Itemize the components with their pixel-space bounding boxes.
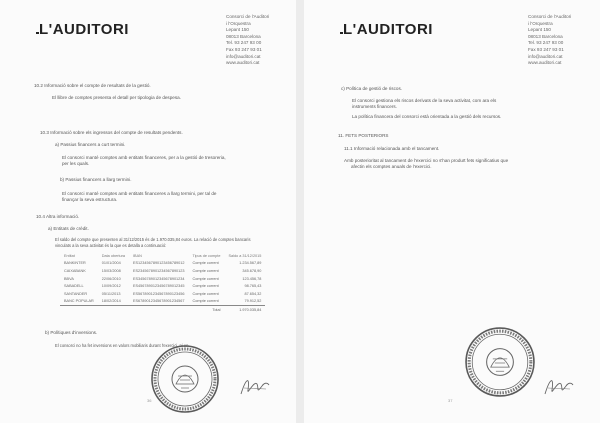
table-total-row bbox=[60, 306, 265, 314]
paragraph-line: El consorci manté comptes amb entitats financeres, per a la gestió de tresoreria, bbox=[62, 155, 226, 160]
table-cell: ES3456789012345678901234 bbox=[132, 276, 185, 281]
table-cell: 98.765,43 bbox=[244, 284, 262, 289]
address-line: info@auditori.cat bbox=[528, 53, 563, 59]
paragraph-line: La política financera del consorci està orientada a la gestió dels recursos. bbox=[352, 114, 502, 119]
table-row bbox=[60, 267, 265, 275]
table-cell: 87.654,32 bbox=[244, 291, 262, 296]
table-cell: Compte corrent bbox=[192, 276, 219, 281]
page-number: 36 bbox=[147, 398, 152, 403]
column-header: Data obertura bbox=[101, 253, 125, 258]
page-gutter bbox=[296, 0, 304, 423]
paragraph-line: El consorci no ha fet inversions en valors mobiliaris durant l'exercici, ni en bbox=[55, 343, 189, 348]
table-row bbox=[60, 282, 265, 290]
address-line: i l'Orquestra bbox=[226, 20, 251, 26]
table-cell: Compte corrent bbox=[192, 299, 219, 304]
table-cell: 345.678,90 bbox=[242, 268, 262, 273]
subsection-heading: a) Passius financers a curt termini. bbox=[55, 142, 126, 147]
section-heading: 10.2 Informació sobre el compte de resultats de la gestió. bbox=[34, 83, 151, 88]
table-cell: 79.912,52 bbox=[244, 299, 262, 304]
section-heading: 10.4 Altra informació. bbox=[36, 214, 80, 219]
official-seal-icon bbox=[464, 326, 536, 398]
table-cell: Compte corrent bbox=[192, 261, 219, 266]
handwritten-signature-icon bbox=[542, 372, 576, 400]
table-cell: 05/11/2013 bbox=[101, 291, 121, 296]
address-line: Lepant 150 bbox=[226, 27, 249, 33]
table-cell: ES4567890123456789012345 bbox=[132, 284, 185, 289]
section-heading: 11. FETS POSTERIORS bbox=[338, 133, 389, 138]
address-block bbox=[528, 14, 571, 67]
table-cell: BANC POPULAR bbox=[64, 299, 94, 304]
table-row bbox=[60, 275, 265, 283]
table-cell: 22/06/2010 bbox=[101, 276, 121, 281]
column-header: Entitat bbox=[64, 253, 75, 258]
paragraph-line: finançar la seva estructura. bbox=[62, 197, 118, 202]
table-cell: SABADELL bbox=[64, 284, 84, 289]
paragraph-line: vinculats a la seva activitat és la que es detalla a continuació: bbox=[55, 243, 167, 248]
table-cell: 123.456,78 bbox=[242, 276, 262, 281]
address-line: Fax 93 247 93 01 bbox=[528, 46, 564, 52]
total-value: 1.970.035,84 bbox=[224, 306, 265, 314]
address-block bbox=[226, 14, 269, 67]
handwritten-signature-icon bbox=[238, 372, 272, 400]
address-line: Tel. 93 247 93 00 bbox=[226, 40, 262, 46]
table-cell: ES5678901234567890123456 bbox=[132, 291, 185, 296]
table-row bbox=[60, 298, 265, 306]
column-header: IBAN bbox=[132, 253, 142, 258]
bank-accounts-table bbox=[60, 252, 265, 314]
address-line: Consorci de l'Auditori bbox=[528, 14, 572, 19]
paragraph-line: per les quals. bbox=[62, 161, 90, 166]
paragraph-line: El consorci gestiona els riscos derivats de la seva activitat, com ara els bbox=[352, 98, 497, 103]
table-cell: Compte corrent bbox=[192, 284, 219, 289]
table-cell: 01/01/2004 bbox=[101, 261, 121, 266]
paragraph-line: El consorci manté comptes amb entitats financeres a llarg termini, per tal de bbox=[62, 191, 217, 196]
address-line: Fax 93 247 93 01 bbox=[226, 46, 262, 52]
paragraph-line: instruments financers. bbox=[352, 104, 397, 109]
table-cell: Compte corrent bbox=[192, 291, 219, 296]
auditori-logo bbox=[340, 21, 433, 38]
total-label: Total bbox=[189, 306, 225, 314]
page-number: 37 bbox=[448, 398, 453, 403]
paragraph-line: afectin els comptes anuals de l'exercici. bbox=[351, 164, 432, 169]
subsection-heading: a) Entitats de crèdit. bbox=[48, 226, 89, 231]
section-heading: 10.3 Informació sobre els ingressos del compte de resultats pendents. bbox=[40, 130, 183, 135]
address-line: Tel. 93 247 93 00 bbox=[528, 40, 564, 46]
official-seal-icon bbox=[150, 344, 220, 414]
table-cell: Compte corrent bbox=[192, 268, 219, 273]
address-line: Consorci de l'Auditori bbox=[226, 14, 270, 19]
logo-text: L'AUDITORI bbox=[343, 21, 433, 38]
table-cell: 18/02/2014 bbox=[101, 299, 121, 304]
table-cell: BANKINTER bbox=[64, 261, 86, 266]
paragraph-line: El llibre de comptes presenta el detall per tipologia de despesa. bbox=[52, 95, 181, 100]
address-line: 08013 Barcelona bbox=[226, 33, 261, 39]
subsection-heading: b) Passius financers a llarg termini. bbox=[60, 177, 132, 182]
document-page-right bbox=[304, 0, 600, 423]
table-cell: SANTANDER bbox=[64, 291, 88, 296]
paragraph-line: Amb posterioritat al tancament de l'exercici no s'han produït fets significatius que bbox=[344, 158, 509, 163]
document-page-left bbox=[0, 0, 296, 423]
table-cell: ES6789012345678901234567 bbox=[132, 299, 185, 304]
table-cell: ES1234567890123456789012 bbox=[132, 261, 185, 266]
column-header: Saldo a 31/12/2015 bbox=[228, 253, 262, 258]
address-line: 08013 Barcelona bbox=[528, 33, 563, 39]
table-row bbox=[60, 290, 265, 298]
address-line: www.auditori.cat bbox=[528, 60, 562, 66]
subsection-heading: 11.1 Informació relacionada amb el tancament. bbox=[344, 146, 440, 151]
address-line: Lepant 150 bbox=[528, 27, 551, 33]
subsection-heading: b) Polítiques d'inversions. bbox=[45, 330, 98, 335]
table-header-row bbox=[60, 252, 265, 260]
table-row bbox=[60, 260, 265, 268]
paragraph-line: El saldo del compte que presenten al 31/12/2015 és de 1.970.035,84 euros. La relació de comptes bancaris bbox=[55, 237, 251, 242]
column-header: Tipus de compte bbox=[192, 253, 221, 258]
address-line: www.auditori.cat bbox=[226, 60, 260, 66]
address-line: info@auditori.cat bbox=[226, 53, 261, 59]
table-cell: BBVA bbox=[64, 276, 74, 281]
table-cell: ES2345678901234567890123 bbox=[132, 268, 185, 273]
address-line: i l'Orquestra bbox=[528, 20, 553, 26]
logo-text: L'AUDITORI bbox=[39, 21, 129, 38]
table-cell: CAIXABANK bbox=[64, 268, 86, 273]
table-cell: 10/09/2012 bbox=[101, 284, 121, 289]
table-cell: 1.234.567,89 bbox=[239, 261, 262, 266]
subsection-heading: c) Política de gestió de riscos. bbox=[341, 86, 403, 91]
auditori-logo bbox=[36, 21, 129, 38]
table-cell: 15/03/2008 bbox=[101, 268, 121, 273]
